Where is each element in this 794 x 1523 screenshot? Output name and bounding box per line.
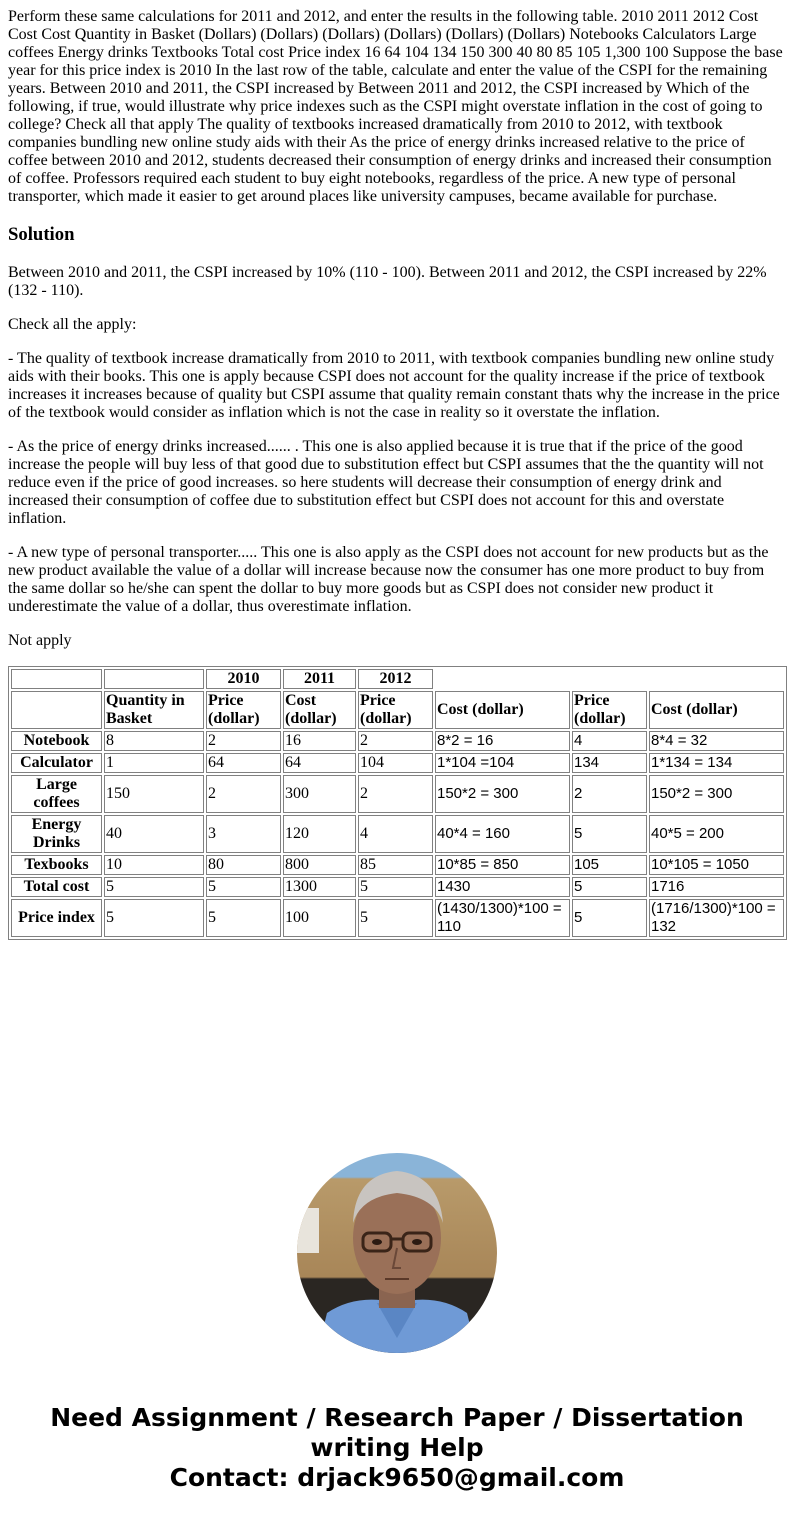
column-header-price-2012: Price (dollar): [572, 691, 647, 729]
table-cell: 64: [206, 753, 281, 773]
table-cell: 5: [572, 815, 647, 853]
row-label: Calculator: [11, 753, 102, 773]
row-label: Texbooks: [11, 855, 102, 875]
table-cell: 5: [572, 877, 647, 897]
cspi-table: [8, 666, 787, 940]
column-header: [11, 691, 102, 729]
table-cell: (1716/1300)*100 = 132: [649, 899, 784, 937]
year-header-cell: [11, 669, 102, 689]
column-header-price-2011: Price (dollar): [358, 691, 433, 729]
table-cell: 5: [206, 899, 281, 937]
solution-paragraph-textbook: - The quality of textbook increase dramatically from 2010 to 2011, with textbook companies bundling new online study aids with their books. This one is apply because CSPI does not account for the quality increase if the price of textbook increases it increases because of quality but CSPI assume that quality remain constant thats why the increase in the price of the textbook would consider as inflation which is not the case in reality so it overstate the inflation.: [8, 350, 780, 421]
avatar: [297, 1153, 497, 1353]
table-row-price-index: [11, 899, 784, 937]
row-label: Total cost: [11, 877, 102, 897]
table-cell: 150*2 = 300: [435, 775, 570, 813]
table-row-textbooks: [11, 855, 784, 875]
table-cell: 120: [283, 815, 356, 853]
table-row-total-cost: [11, 877, 784, 897]
table-cell: 4: [358, 815, 433, 853]
solution-paragraph-cspi: Between 2010 and 2011, the CSPI increased by 10% (110 - 100). Between 2011 and 2012, the CSPI increased by 22% (132 - 110).: [8, 264, 767, 299]
year-header-row: [11, 669, 784, 689]
table-cell: 8: [104, 731, 204, 751]
table-cell: 150: [104, 775, 204, 813]
empty-cell: [572, 669, 647, 689]
column-header-row: [11, 691, 784, 729]
table-cell: 16: [283, 731, 356, 751]
table-cell: 5: [206, 877, 281, 897]
table-cell: 2: [206, 775, 281, 813]
table-cell: 2: [572, 775, 647, 813]
table-cell: 104: [358, 753, 433, 773]
empty-cell: [649, 669, 784, 689]
row-label: Price index: [11, 899, 102, 937]
table-cell: 5: [358, 877, 433, 897]
table-cell: 85: [358, 855, 433, 875]
table-cell: 64: [283, 753, 356, 773]
table-cell: 10: [104, 855, 204, 875]
table-cell: 40*5 = 200: [649, 815, 784, 853]
table-cell: (1430/1300)*100 = 110: [435, 899, 570, 937]
table-cell: 800: [283, 855, 356, 875]
year-header-2011: 2011: [283, 669, 356, 689]
table-cell: 40: [104, 815, 204, 853]
empty-cell: [435, 669, 570, 689]
table-cell: 150*2 = 300: [649, 775, 784, 813]
table-cell: 3: [206, 815, 281, 853]
column-header-cost-2010: Cost (dollar): [283, 691, 356, 729]
table-cell: 1430: [435, 877, 570, 897]
footer-help-text: Need Assignment / Research Paper / Dissertation writing Help: [50, 1403, 744, 1462]
avatar-photo-icon: [297, 1153, 497, 1353]
solution-paragraph-energy: - As the price of energy drinks increased...... . This one is also applied because it is true that if the price of the good increase the people will buy less of that good due to substitution effect but CSPI assumes that the the quantity will not reduce even if the price of good increases. so here students will decrease their consumption of energy drink and increased their consumption of coffee due to substitution effect but CSPI does not account for this and overstate inflation.: [8, 438, 764, 527]
table-cell: 5: [572, 899, 647, 937]
table-cell: 5: [104, 899, 204, 937]
table-cell: 4: [572, 731, 647, 751]
table-row-energy-drinks: [11, 815, 784, 853]
table-cell: 8*2 = 16: [435, 731, 570, 751]
table-cell: 8*4 = 32: [649, 731, 784, 751]
solution-paragraph-check: Check all the apply:: [8, 316, 137, 333]
column-header-cost-2012: Cost (dollar): [649, 691, 784, 729]
question-text: Perform these same calculations for 2011 and 2012, and enter the results in the following table. 2010 2011 2012 Cost Cost Cost Quantity in Basket (Dollars) (Dollars) (Dollars) (Dollars) (Dollars) (Dollars) Notebooks Calculators Large coffees Energy drinks Textbooks Total cost Price index 16 64 104 134 150 300 40 80 85 105 1,300 100 Suppose the base year for this price index is 2010 In the last row of the table, calculate and enter the value of the CSPI for the remaining years. Between 2010 and 2011, the CSPI increased by Between 2011 and 2012, the CSPI increased by Which of the following, if true, would illustrate why price indexes such as the CSPI might overstate inflation in the cost of going to college? Check all that apply The quality of textbooks increased dramatically from 2010 to 2012, with textbook companies bundling new online study aids with their As the price of energy drinks increased relative to the price of coffee between 2010 and 2012, students decreased their consumption of energy drinks and increased their consumption of coffee. Professors required each student to buy eight notebooks, regardless of the price. A new type of personal transporter, which made it easier to get around places like university campuses, became available for purchase.: [8, 8, 783, 205]
table-cell: 2: [358, 775, 433, 813]
row-label: Notebook: [11, 731, 102, 751]
year-header-cell: [104, 669, 204, 689]
table-cell: 300: [283, 775, 356, 813]
table-cell: 1*104 =104: [435, 753, 570, 773]
table-cell: 1716: [649, 877, 784, 897]
row-label: Large coffees: [11, 775, 102, 813]
table-cell: 5: [104, 877, 204, 897]
table-cell: 10*105 = 1050: [649, 855, 784, 875]
table-cell: 40*4 = 160: [435, 815, 570, 853]
table-cell: 2: [206, 731, 281, 751]
solution-paragraph-not-apply: Not apply: [8, 632, 72, 649]
column-header-price-2010: Price (dollar): [206, 691, 281, 729]
column-header-cost-2011: Cost (dollar): [435, 691, 570, 729]
table-cell: 1300: [283, 877, 356, 897]
table-cell: 5: [358, 899, 433, 937]
table-row-calculator: [11, 753, 784, 773]
footer-contact-email: Contact: drjack9650@gmail.com: [169, 1463, 625, 1492]
table-cell: 100: [283, 899, 356, 937]
column-header-quantity: Quantity in Basket: [104, 691, 204, 729]
solution-heading: Solution: [8, 224, 75, 245]
year-header-2010: 2010: [206, 669, 281, 689]
table-cell: 80: [206, 855, 281, 875]
row-label: Energy Drinks: [11, 815, 102, 853]
solution-paragraph-transporter: - A new type of personal transporter..... This one is also apply as the CSPI does not account for new products but as the new product available the value of a dollar will increase because now the consumer has one more product to buy from the same dollar so he/she can spent the dollar to buy more goods but as CSPI does not consider new product it underestimate the value of a dollar, thus overestimate inflation.: [8, 544, 769, 615]
contact-footer: [0, 1403, 794, 1493]
table-cell: 1: [104, 753, 204, 773]
table-cell: 2: [358, 731, 433, 751]
table-cell: 1*134 = 134: [649, 753, 784, 773]
table-row-notebook: [11, 731, 784, 751]
table-cell: 10*85 = 850: [435, 855, 570, 875]
table-row-large-coffees: [11, 775, 784, 813]
table-cell: 105: [572, 855, 647, 875]
year-header-2012: 2012: [358, 669, 433, 689]
table-cell: 134: [572, 753, 647, 773]
